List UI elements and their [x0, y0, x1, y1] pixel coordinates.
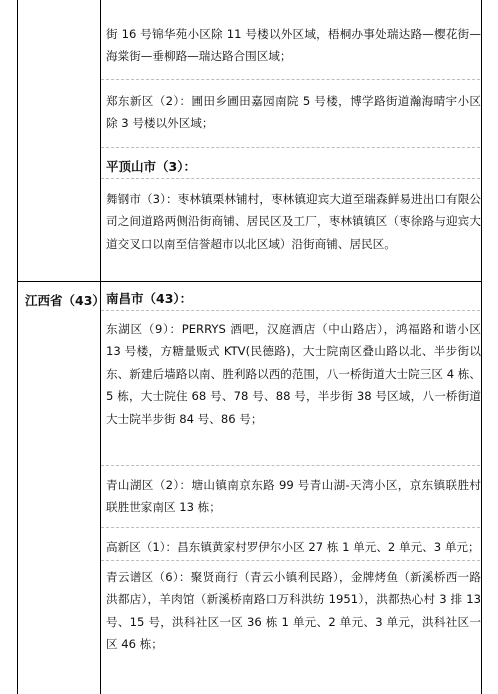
table-right-border	[481, 0, 482, 694]
paragraph-separator	[101, 79, 480, 80]
city-heading: 平顶山市（3）：	[106, 159, 196, 174]
paragraph-separator	[101, 465, 480, 466]
table-column-divider	[100, 0, 101, 694]
district-paragraph: 青山湖区（2）：塘山镇南京东路 99 号青山湖-天湾小区，京东镇联胜村联胜世家南区 13 栋；	[106, 478, 481, 515]
province-cell: 江西省（43）	[25, 293, 105, 308]
table-left-border	[17, 0, 18, 694]
district-paragraph: 舞钢市（3）：枣林镇栗林铺村，枣林镇迎宾大道至瑞森鲜易进出口有限公司之间道路两侧沿街商铺、居民区及工厂，枣林镇镇区（枣徐路与迎宾大道交叉口以南至信誉超市以北区域）沿街商铺、居民区。	[106, 192, 481, 251]
district-paragraph: 郑东新区（2）：圃田乡圃田嘉园南院 5 号楼，博学路街道瀚海晴宇小区除 3 号楼以外区域；	[106, 94, 481, 131]
table-row-divider	[17, 281, 482, 282]
district-paragraph: 街 16 号锦华苑小区除 11 号楼以外区域，梧桐办事处瑞达路—樱花街—海棠街—垂柳路—瑞达路合围区域；	[106, 27, 481, 64]
paragraph-separator	[101, 527, 480, 528]
paragraph-separator	[101, 147, 480, 148]
city-heading: 南昌市（43）：	[106, 291, 193, 306]
paragraph-separator	[101, 560, 480, 561]
district-paragraph: 青云谱区（6）：聚贤商行（青云小镇利民路），金牌烤鱼（新溪桥西一路洪都店），羊肉馆（新溪桥南路口万科洪纺 1951），洪都热心村 3 排 13 号、15 号，洪科社区一区 36 栋 1 单元、2 单元、3 单元，洪科社区一区 46 栋；	[106, 570, 481, 652]
district-paragraph: 东湖区（9）：PERRYS 酒吧，汉庭酒店（中山路店），鸿福路和谐小区 13 号楼，方糖量贩式 KTV(民德路)，大士院南区叠山路以北、半步街以东、新建后墙路以南、胜利路以西的范围，八一桥街道大士院三区 4 栋、5 栋，大士院住 68 号、78 号、88 号，半步街 38 号区域，八一桥街道大士院半步街 84 号、86 号；	[106, 322, 481, 426]
district-paragraph: 高新区（1）：昌东镇黄家村罗伊尔小区 27 栋 1 单元、2 单元、3 单元；	[106, 540, 480, 554]
